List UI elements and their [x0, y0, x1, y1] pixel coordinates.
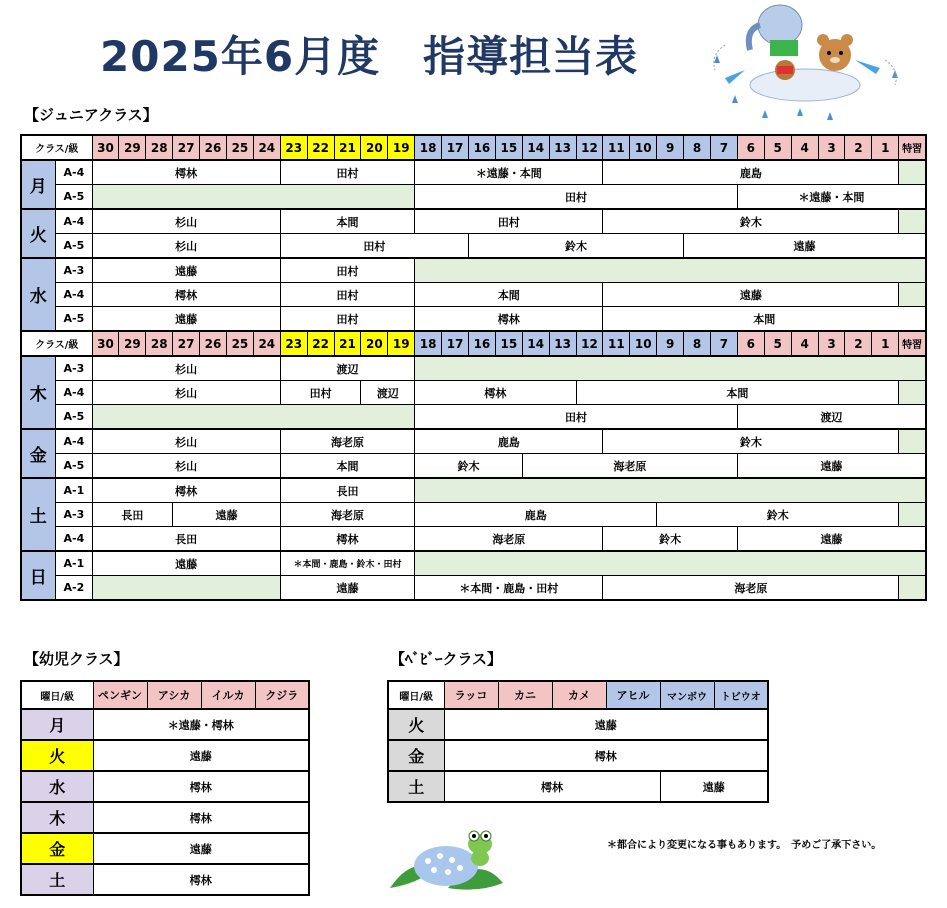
- teacher-cell: 杉山: [92, 209, 280, 234]
- empty-cell: [92, 185, 415, 210]
- class-cell: A-5: [55, 405, 92, 430]
- grade-header: 23: [280, 331, 307, 356]
- teacher-cell: 本間: [415, 283, 603, 307]
- table-row: [21, 771, 309, 802]
- grade-header: 24: [253, 135, 280, 160]
- grade-header: 30: [92, 331, 119, 356]
- class-cell: A-4: [55, 381, 92, 405]
- teacher-cell: 田村: [280, 258, 414, 283]
- teacher-cell: 長田: [280, 478, 414, 503]
- grade-header: 6: [737, 135, 764, 160]
- teacher-cell: 渡辺: [737, 405, 926, 430]
- youji-section-label: 【幼児クラス】: [24, 650, 129, 668]
- teacher-cell: 鈴木: [603, 527, 737, 552]
- grade-header: 21: [334, 331, 361, 356]
- empty-cell: [92, 405, 415, 430]
- column-header: マンボウ: [660, 681, 714, 709]
- grade-header: 18: [415, 331, 442, 356]
- day-cell: 火: [21, 209, 55, 258]
- class-cell: A-1: [55, 478, 92, 503]
- teacher-cell: 田村: [415, 209, 603, 234]
- grade-header: 特習: [899, 331, 926, 356]
- grade-header: 29: [119, 331, 146, 356]
- day-cell: 土: [21, 478, 55, 551]
- class-cell: A-4: [55, 527, 92, 552]
- teacher-cell: 田村: [415, 405, 738, 430]
- table-row: [21, 283, 926, 307]
- teacher-cell: 鈴木: [603, 209, 899, 234]
- teacher-cell: 本間: [603, 307, 926, 332]
- teacher-cell: 本間: [576, 381, 899, 405]
- grade-header: 22: [307, 135, 334, 160]
- grade-header: 9: [657, 135, 684, 160]
- teacher-cell: 遠藤: [737, 527, 926, 552]
- grade-header: 28: [146, 135, 173, 160]
- teacher-cell: 遠藤: [93, 833, 309, 864]
- grade-header: 14: [522, 331, 549, 356]
- grade-header: 2: [845, 135, 872, 160]
- teacher-cell: 杉山: [92, 234, 280, 259]
- grade-header: 1: [872, 135, 899, 160]
- empty-cell: [899, 381, 926, 405]
- day-cell: 火: [21, 740, 93, 771]
- grade-header: 24: [253, 331, 280, 356]
- class-cell: A-5: [55, 307, 92, 332]
- teacher-cell: 海老原: [415, 527, 603, 552]
- teacher-cell: ＊遠藤・樗林: [93, 709, 309, 740]
- teacher-cell: 長田: [92, 503, 173, 527]
- footnote: ＊都合により変更になる事もあります。 予めご了承下さい。: [607, 840, 882, 851]
- table-row: [21, 258, 926, 283]
- grade-header: 7: [711, 331, 738, 356]
- empty-cell: [899, 160, 926, 185]
- table-row: [21, 160, 926, 185]
- empty-cell: [415, 356, 926, 381]
- empty-cell: [899, 209, 926, 234]
- teacher-cell: 鹿島: [415, 503, 657, 527]
- teacher-cell: 樗林: [280, 527, 414, 552]
- day-cell: 金: [21, 429, 55, 478]
- teacher-cell: 杉山: [92, 454, 280, 479]
- grade-header: 4: [791, 135, 818, 160]
- teacher-cell: 鹿島: [603, 160, 899, 185]
- header-label: クラス/級: [21, 135, 92, 160]
- teacher-cell: 遠藤: [684, 234, 926, 259]
- teacher-cell: 田村: [280, 160, 414, 185]
- teacher-cell: 海老原: [280, 429, 414, 454]
- column-header: カメ: [552, 681, 606, 709]
- grade-header: 8: [684, 331, 711, 356]
- teacher-cell: 樗林: [92, 160, 280, 185]
- teacher-cell: 鈴木: [603, 429, 899, 454]
- junior-schedule-table: [20, 134, 927, 601]
- teacher-cell: 田村: [280, 283, 414, 307]
- empty-cell: [415, 258, 926, 283]
- grade-header: 2: [845, 331, 872, 356]
- empty-cell: [899, 283, 926, 307]
- day-cell: 金: [388, 740, 444, 771]
- teacher-cell: 本間: [280, 454, 414, 479]
- teacher-cell: 遠藤: [93, 740, 309, 771]
- grade-header: 26: [200, 135, 227, 160]
- table-row: [21, 551, 926, 576]
- class-cell: A-1: [55, 551, 92, 576]
- teacher-cell: ＊本間・鹿島・鈴木・田村: [280, 551, 414, 576]
- grade-header: 19: [388, 135, 415, 160]
- teacher-cell: 鹿島: [415, 429, 603, 454]
- grade-header: 12: [576, 331, 603, 356]
- table-row: [21, 185, 926, 210]
- grade-header: 6: [737, 331, 764, 356]
- grade-header: 20: [361, 331, 388, 356]
- grade-header: 15: [495, 135, 522, 160]
- day-cell: 木: [21, 356, 55, 429]
- teacher-cell: 杉山: [92, 381, 280, 405]
- grade-header: 10: [630, 135, 657, 160]
- grade-header: 3: [818, 331, 845, 356]
- class-cell: A-5: [55, 185, 92, 210]
- table-row: [21, 503, 926, 527]
- grade-header: 5: [764, 331, 791, 356]
- teacher-cell: ＊本間・鹿島・田村: [415, 576, 603, 601]
- day-cell: 水: [21, 258, 55, 331]
- class-cell: A-3: [55, 356, 92, 381]
- header-label: 曜日/級: [388, 681, 444, 709]
- teacher-cell: 遠藤: [92, 258, 280, 283]
- teacher-cell: 樗林: [92, 283, 280, 307]
- grade-header: 18: [415, 135, 442, 160]
- teacher-cell: 杉山: [92, 356, 280, 381]
- empty-cell: [899, 429, 926, 454]
- teacher-cell: 田村: [415, 185, 738, 210]
- grade-header: 25: [226, 331, 253, 356]
- teacher-cell: 田村: [280, 307, 414, 332]
- table-row: [21, 802, 309, 833]
- grade-header: 19: [388, 331, 415, 356]
- grade-header: 特習: [899, 135, 926, 160]
- teacher-cell: 遠藤: [444, 709, 768, 740]
- table-row: [21, 234, 926, 259]
- class-cell: A-4: [55, 283, 92, 307]
- junior-section-label: 【ジュニアクラス】: [24, 106, 158, 124]
- header-label: 曜日/級: [21, 681, 93, 709]
- grade-header: 30: [92, 135, 119, 160]
- grade-header: 20: [361, 135, 388, 160]
- teacher-cell: 渡辺: [361, 381, 415, 405]
- column-header: カニ: [498, 681, 552, 709]
- class-cell: A-3: [55, 503, 92, 527]
- day-cell: 月: [21, 709, 93, 740]
- column-header: クジラ: [255, 681, 309, 709]
- teacher-cell: 樗林: [415, 381, 576, 405]
- grade-header: 11: [603, 331, 630, 356]
- table-row: [388, 771, 768, 802]
- teacher-cell: 樗林: [93, 771, 309, 802]
- junior-header-row: [21, 331, 926, 356]
- grade-header: 5: [764, 135, 791, 160]
- day-cell: 月: [21, 160, 55, 209]
- teacher-cell: ＊遠藤・本間: [415, 160, 603, 185]
- empty-cell: [899, 503, 926, 527]
- day-cell: 金: [21, 833, 93, 864]
- table-row: [21, 576, 926, 601]
- teacher-cell: 遠藤: [660, 771, 768, 802]
- class-cell: A-4: [55, 429, 92, 454]
- grade-header: 14: [522, 135, 549, 160]
- teacher-cell: ＊遠藤・本間: [737, 185, 926, 210]
- grade-header: 29: [119, 135, 146, 160]
- grade-header: 10: [630, 331, 657, 356]
- grade-header: 16: [468, 331, 495, 356]
- class-cell: A-2: [55, 576, 92, 601]
- frog-hydrangea-illustration: [388, 826, 506, 896]
- table-row: [21, 833, 309, 864]
- teacher-cell: 田村: [280, 381, 361, 405]
- teacher-cell: 遠藤: [603, 283, 899, 307]
- grade-header: 16: [468, 135, 495, 160]
- teacher-cell: 樗林: [93, 802, 309, 833]
- day-cell: 土: [388, 771, 444, 802]
- day-cell: 日: [21, 551, 55, 600]
- baby-schedule-table: [387, 680, 769, 803]
- grade-header: 28: [146, 331, 173, 356]
- teacher-cell: 遠藤: [173, 503, 281, 527]
- grade-header: 12: [576, 135, 603, 160]
- table-row: [21, 381, 926, 405]
- table-row: [21, 478, 926, 503]
- class-cell: A-5: [55, 234, 92, 259]
- teacher-cell: 遠藤: [280, 576, 414, 601]
- teacher-cell: 樗林: [444, 740, 768, 771]
- grade-header: 27: [173, 135, 200, 160]
- table-row: [21, 429, 926, 454]
- table-row: [21, 307, 926, 332]
- teacher-cell: 樗林: [444, 771, 660, 802]
- baby-section-label: 【ﾍﾞﾋﾞｰクラス】: [390, 650, 503, 668]
- grade-header: 8: [684, 135, 711, 160]
- grade-header: 21: [334, 135, 361, 160]
- day-cell: 木: [21, 802, 93, 833]
- teacher-cell: 鈴木: [657, 503, 899, 527]
- table-row: [21, 405, 926, 430]
- table-row: [21, 709, 309, 740]
- table-row: [21, 740, 309, 771]
- teacher-cell: 樗林: [92, 478, 280, 503]
- column-header: イルカ: [201, 681, 255, 709]
- table-row: [21, 527, 926, 552]
- teacher-cell: 本間: [280, 209, 414, 234]
- grade-header: 1: [872, 331, 899, 356]
- day-cell: 火: [388, 709, 444, 740]
- column-header: ラッコ: [444, 681, 498, 709]
- teacher-cell: 長田: [92, 527, 280, 552]
- grade-header: 23: [280, 135, 307, 160]
- grade-header: 15: [495, 331, 522, 356]
- teacher-cell: 遠藤: [92, 307, 280, 332]
- table-row: [21, 454, 926, 479]
- teacher-cell: 遠藤: [92, 551, 280, 576]
- teacher-cell: 樗林: [93, 864, 309, 895]
- class-cell: A-3: [55, 258, 92, 283]
- header-label: クラス/級: [21, 331, 92, 356]
- baby-header-row: [388, 681, 768, 709]
- table-row: [388, 709, 768, 740]
- day-cell: 水: [21, 771, 93, 802]
- empty-cell: [92, 576, 280, 601]
- column-header: ペンギン: [93, 681, 147, 709]
- grade-header: 13: [549, 135, 576, 160]
- grade-header: 9: [657, 331, 684, 356]
- junior-header-row: [21, 135, 926, 160]
- teacher-cell: 遠藤: [737, 454, 926, 479]
- teacher-cell: 杉山: [92, 429, 280, 454]
- grade-header: 25: [226, 135, 253, 160]
- elephant-bear-squirrel-rain-illustration: [705, 0, 915, 130]
- empty-cell: [415, 478, 926, 503]
- grade-header: 17: [442, 331, 469, 356]
- teacher-cell: 海老原: [522, 454, 737, 479]
- grade-header: 4: [791, 331, 818, 356]
- empty-cell: [415, 551, 926, 576]
- table-row: [21, 356, 926, 381]
- grade-header: 13: [549, 331, 576, 356]
- empty-cell: [899, 576, 926, 601]
- column-header: アシカ: [147, 681, 201, 709]
- column-header: アヒル: [606, 681, 660, 709]
- day-cell: 土: [21, 864, 93, 895]
- grade-header: 22: [307, 331, 334, 356]
- column-header: トビウオ: [714, 681, 768, 709]
- teacher-cell: 海老原: [603, 576, 899, 601]
- grade-header: 7: [711, 135, 738, 160]
- class-cell: A-5: [55, 454, 92, 479]
- teacher-cell: 田村: [280, 234, 468, 259]
- grade-header: 26: [200, 331, 227, 356]
- youji-header-row: [21, 681, 309, 709]
- grade-header: 17: [442, 135, 469, 160]
- teacher-cell: 海老原: [280, 503, 414, 527]
- grade-header: 3: [818, 135, 845, 160]
- class-cell: A-4: [55, 160, 92, 185]
- table-row: [388, 740, 768, 771]
- teacher-cell: 鈴木: [415, 454, 523, 479]
- youji-schedule-table: [20, 680, 310, 896]
- table-row: [21, 864, 309, 895]
- page-title: 2025年6月度 指導担当表: [100, 32, 639, 81]
- grade-header: 27: [173, 331, 200, 356]
- teacher-cell: 樗林: [415, 307, 603, 332]
- class-cell: A-4: [55, 209, 92, 234]
- grade-header: 11: [603, 135, 630, 160]
- table-row: [21, 209, 926, 234]
- teacher-cell: 鈴木: [468, 234, 683, 259]
- teacher-cell: 渡辺: [280, 356, 414, 381]
